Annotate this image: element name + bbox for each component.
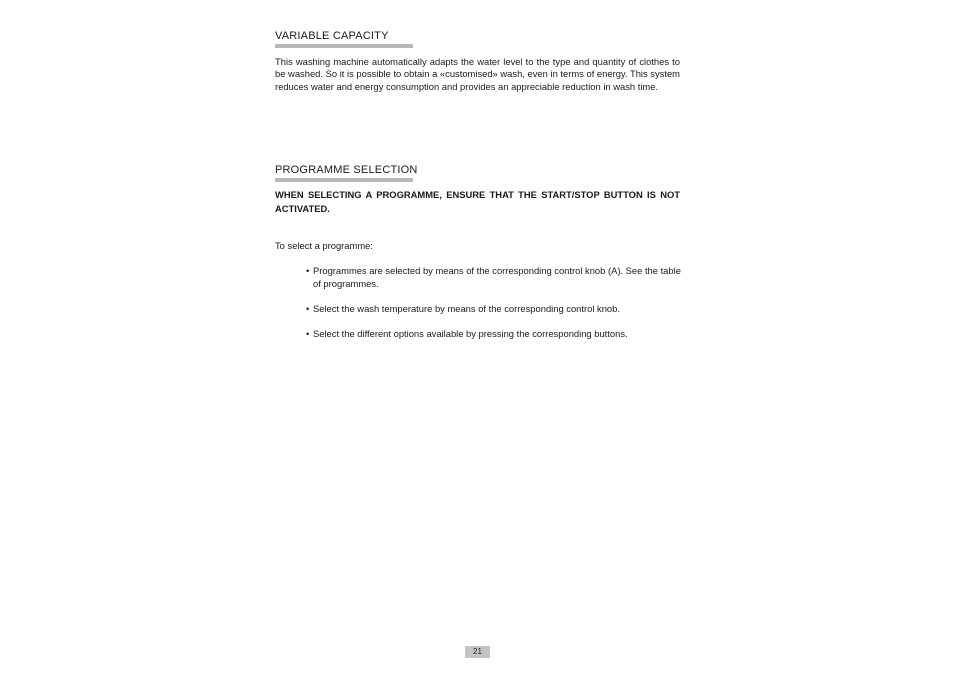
bullet-icon: • (306, 328, 310, 339)
list-item-text: Select the different options available by pressing the corresponding buttons. (313, 328, 628, 339)
list-item-text: Select the wash temperature by means of the corresponding control knob. (313, 303, 620, 314)
list-item-text: Programmes are selected by means of the corresponding control knob (A). See the table of programmes. (313, 265, 681, 289)
bullet-icon: • (306, 303, 310, 314)
warning-text: WHEN SELECTING A PROGRAMME, ENSURE THAT THE START/STOP BUTTON IS NOT ACTIVATED. (275, 189, 680, 214)
bullet-icon: • (306, 265, 310, 276)
list-item (306, 327, 682, 340)
instruction-list (306, 264, 682, 352)
section-heading: PROGRAMME SELECTION (275, 164, 418, 176)
section-variable-capacity (275, 30, 680, 93)
section-programme-selection (275, 164, 680, 215)
list-item (306, 264, 682, 290)
intro-text: To select a programme: (275, 240, 373, 251)
section-heading: VARIABLE CAPACITY (275, 30, 389, 42)
list-item (306, 302, 682, 315)
heading-underline-bar (275, 178, 413, 182)
section-body-text: This washing machine automatically adapts the water level to the type and quantity of clothes to be washed. So it is possible to obtain a «customised» wash, even in terms of energy. This system reduces water and energy consumption and provides an appreciable reduction in wash time. (275, 56, 680, 92)
heading-underline-bar (275, 44, 413, 48)
page-number: 21 (465, 646, 490, 658)
